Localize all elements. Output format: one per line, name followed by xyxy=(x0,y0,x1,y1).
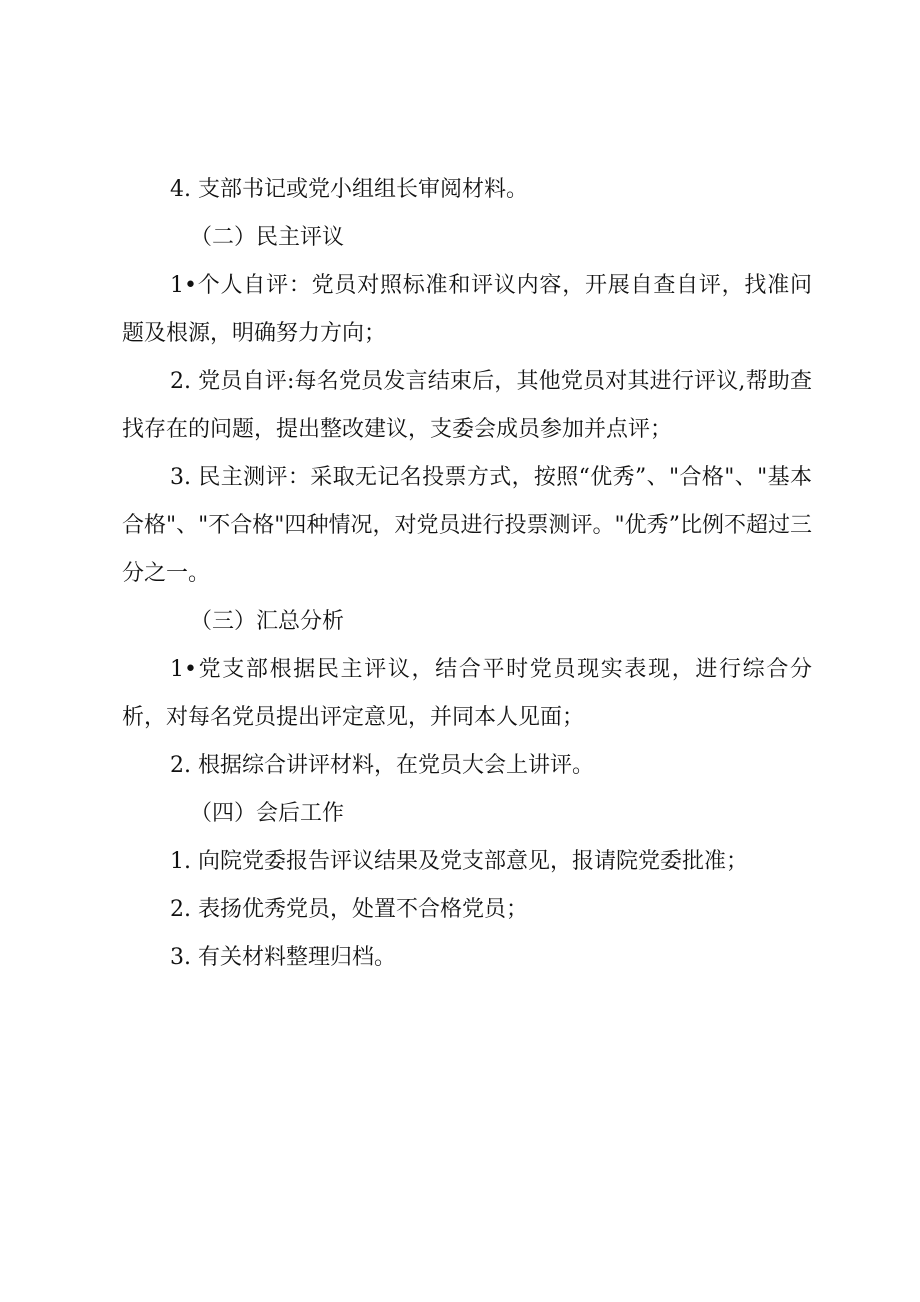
paragraph-democratic-voting: 3. 民主测评：采取无记名投票方式，按照“优秀”、"合格"、"基本合格"、"不合格"四种情况，对党员进行投票测评。"优秀”比例不超过三分之一。 xyxy=(122,465,812,586)
paragraph-plenary-review: 2. 根据综合讲评材料，在党员大会上讲评。 xyxy=(170,753,594,778)
paragraph-member-evaluation: 2. 党员自评:每名党员发言结束后，其他党员对其进行评议,帮助查找存在的问题，提出整改建议，支委会成员参加并点评； xyxy=(122,369,812,442)
paragraph-self-evaluation: 1•个人自评：党员对照标准和评议内容，开展自查自评，找准问题及根源，明确努力方向； xyxy=(122,273,812,346)
paragraph-commend-and-handle: 2. 表扬优秀党员，处置不合格党员； xyxy=(170,897,528,922)
paragraph-archive-materials: 3. 有关材料整理归档。 xyxy=(170,945,396,970)
section-heading-post-meeting-work: （四）会后工作 xyxy=(190,801,345,826)
paragraph-comprehensive-analysis: 1•党支部根据民主评议，结合平时党员现实表现，进行综合分析，对每名党员提出评定意见，并同本人见面； xyxy=(122,657,812,730)
section-heading-democratic-review: （二）民主评议 xyxy=(190,225,345,250)
section-heading-summary-analysis: （三）汇总分析 xyxy=(190,609,345,634)
paragraph-review-materials: 4. 支部书记或党小组组长审阅材料。 xyxy=(170,177,528,202)
paragraph-report-to-committee: 1. 向院党委报告评议结果及党支部意见，报请院党委批准； xyxy=(170,849,748,874)
